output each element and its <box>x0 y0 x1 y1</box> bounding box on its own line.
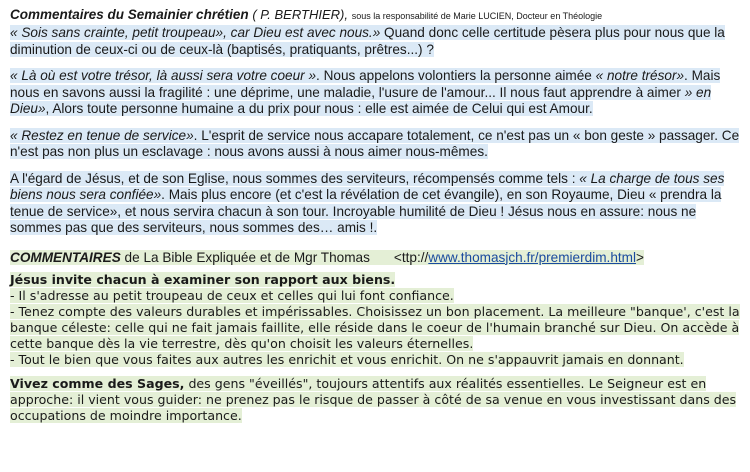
paragraph-3-quote: « Restez en tenue de service» <box>10 127 194 143</box>
bullet-1: - Il s'adresse au petit troupeau de ceux et celles qui lui font confiance. <box>10 287 454 303</box>
header <box>10 6 742 25</box>
paragraph-2-quote: « Là où est votre trésor, là aussi sera votre coeur » <box>10 68 317 83</box>
paragraph-2-quote3: » en Dieu» <box>10 84 712 116</box>
paragraph-2-text2: . Mais nous en savons aussi la fragilité : une déprime, une maladie, l'usure de l'amour... Il nous faut apprendre à aimer <box>10 68 721 100</box>
section-2-heading: Jésus invite chacun à examiner son rapport aux biens. <box>10 271 396 287</box>
sages-bold: Vivez comme des Sages, <box>10 375 185 391</box>
paragraph-3 <box>10 128 742 161</box>
paragraph-4-quote: « La charge de tous ses biens nous sera confiée» <box>10 170 725 202</box>
bullet-3: - Tout le bien que vous faites aux autres les enrichit et vous enrichit. On ne s'appauvrit jamais en donnant. <box>10 351 684 367</box>
sages-paragraph <box>10 376 742 424</box>
section-2-body <box>10 272 742 368</box>
paragraph-1-quote: « Sois sans crainte, petit troupeau», car Dieu est avec nous.» <box>10 25 381 40</box>
paragraph-1-text: Quand donc celle certitude pèsera plus pour nous que la diminution de ceux-ci ou de ceux-là (baptisés, pratiquants, prêtres...) ? <box>10 25 725 57</box>
paragraph-4 <box>10 171 742 237</box>
paragraph-1 <box>10 25 742 58</box>
header-title: Commentaires du Semainier chrétien <box>10 7 249 22</box>
paragraph-4-text2: . Mais plus encore (et c'est la révélation de cet évangile), en son Royaume, Dieu « prendra la tenue de service», et nous servira chacun à son tour. Incroyable humilité de Dieu ! Jésus nous en assure: nous ne sommes pas que des serviteurs, nous sommes des… amis !. <box>10 187 722 235</box>
header-responsibility: sous la responsabilité de Marie LUCIEN, Docteur en Théologie <box>351 11 603 21</box>
paragraph-3-text: . L'esprit de service nous accapare totalement, ce n'est pas un « bon geste » passager. Ce n'est pas non plus un esclavage : nous avons aussi à nous aimer nous-mêmes. <box>10 127 740 159</box>
paragraph-4-text1: A l'égard de Jésus, et de son Eglise, nous sommes des serviteurs, récompensés comme tels : <box>10 170 580 186</box>
sages-text: des gens "éveillés", toujours attentifs aux réalités essentielles. Le Seigneur est en approche: il vient vous guider: ne prenez pas le risque de passer à côté de sa venue en vous investissant dans des occupations de moindre importance. <box>10 375 737 423</box>
section-2-title: COMMENTAIRES <box>10 249 121 265</box>
paragraph-2-quote2: « notre trésor» <box>595 68 685 83</box>
header-author: ( P. BERTHIER), <box>252 7 348 22</box>
section-2-link[interactable]: www.thomasjch.fr/premierdim.html <box>428 249 637 265</box>
section-2-subtitle: de La Bible Expliquée et de Mgr Thomas <box>120 249 370 265</box>
paragraph-2-text3: , Alors toute personne humaine a du prix pour nous : elle est aimée de Celui qui est Amour. <box>45 101 593 116</box>
section-2-link-suffix: > <box>636 249 644 265</box>
section-2-header <box>10 249 742 266</box>
bullet-2: - Tenez compte des valeurs durables et impérissables. Choisissez un bon placement. La meilleure "banque', c'est la banque céleste: celle qui ne fait jamais faillite, elle réside dans le coeur de l'humain branché sur Dieu. On accède à cette banque dès la vie terrestre, dès qu'on choisit les valeurs éternelles. <box>10 303 740 351</box>
section-2-link-prefix: <ttp:// <box>393 249 429 265</box>
paragraph-2-text1: . Nous appelons volontiers la personne aimée <box>316 68 596 83</box>
paragraph-2 <box>10 68 742 118</box>
